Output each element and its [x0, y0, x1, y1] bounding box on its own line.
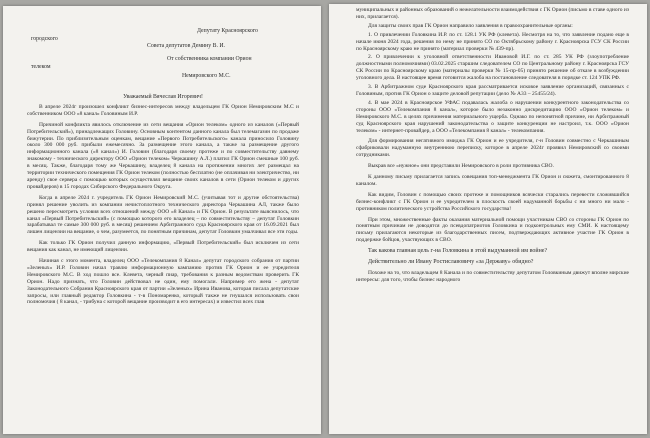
right-paragraph: Для формирования негативного имиджа ГК Орион и ее учредителя, г-н Головин совместно с Черкашиным сфабриковали надуманную внутреннюю переписку, которое в апреле 2024г проявил Немировский со своими сотрудниками.	[356, 138, 629, 159]
header-line4-left: телеком	[31, 64, 51, 70]
right-paragraph: К данному письму прилагается запись совещания топ-менеджмента ГК Орион и сюжета, смонтированного 8 каналом.	[356, 174, 629, 187]
header-line1-right: Депутату Красноярского	[197, 28, 258, 34]
right-question: Так какова главная цель г-на Головкина в этой выдуманной им войне?	[368, 248, 548, 255]
right-paragraph: муниципальных и районных образований о нежелательности взаимодействия с ГК Орион (письмо в ставе одного из них, прилагается).	[356, 7, 629, 20]
salutation: Уважаемый Вячеслав Игоревич!	[123, 94, 203, 100]
right-list-item: 4. В мае 2024 в Красноярское УФАС подавалась жалоба о нарушении конкурентного законодательства со стороны ООО «Телекомпания 8 канал», которое было незаконно дискредитацию ООО «Орион телеком» и Немировского М.С. в целях причинения материального ущерба. Однако по непонятной причине, ни Арбитражный суд Красноярского края нарушений законодательства о защите конкуренции не настроил, т.к. ООО «Орион телеком» - интернет-провайдер, а ООО «Телекомпания 8 канал» - телекомпания.	[356, 99, 629, 134]
header-line3: От собственника компании Орион	[167, 56, 252, 62]
left-paragraph: Причиной конфликта явилось отключение из сети вещания «Орион телеком» одного из каналов («Первый Потребительский»), принадлежащих Головину. Основным контентом данного канала был телемагазин по продаже бижутерии. По приблизительным оценкам, вещание «Первого Потребительского» канала приносило Головину около 300 000 руб. прибыли ежемесячно. За размещение этого канала, а также за размещение другого информационного канала («8 канал») И. Головин (благодаря своему протеже и по совместительству давнему знакомому - технического директору ООО «Орион телеком» Черкашину А.Л.) платил ГК Орион смешные 100 руб. в месяц. Также, благодаря тому же Черкашину, владелец 8 канала на протяжении многих лет размещал на территории технического помещения ГК Орион телеком (полностью бесплатно (не оплачивая ни электричество, ни аренду) свое сервера с помощью которых осуществлял вещание своих каналов в сети (Орион телеком и других провайдеров) в 15 городах Сибирского Федерального Округа.	[27, 121, 299, 190]
right-list-item: 3. В Арбитражном суде Красноярского края рассматривается исковое заявление организаций, связанных с Головиным, против ГК Орион о защите деловой репутации (дело № А33 – 25455/24).	[356, 84, 629, 97]
right-paragraph: Выкрав все «нужное» они представили Немировского в роли противника СВО.	[368, 163, 554, 170]
document-page-left	[3, 6, 321, 434]
page-right-content	[356, 7, 629, 284]
header-line2: Совета депутатов Демину В. И.	[147, 43, 225, 49]
right-paragraph: Для защиты своих прав ГК Орион направило заявления в правоохранительные органы:	[368, 22, 573, 29]
left-paragraph: Как только ГК Орион получил данную информацию, «Первый Потребительский» был исключен из сети вещания как канал, не имеющий лицензии.	[27, 240, 299, 254]
right-paragraph: Похоже на то, что владельцем 8 Канала и по совместительству депутатом Головкиным движут вполне мирские интересы: для того, чтобы бизнес народного	[356, 270, 629, 283]
right-paragraph: Как видим, Головин с помощью своих протеже и помощников всячески старались перевести сложившийся бизнес-конфликт с ГК Орион и ее учредителем в плоскость своей надуманной борьбы с ни много ни мало - противником политического устройства Российского государства!	[356, 191, 629, 212]
right-list-item: 2. О привлечении к уголовной ответственности Ивановой И.Г. по ст. 285 УК РФ (злоупотребление должностными полномочиями) 03.02.2025 старшим следователем СО по Центральному району г. Красноярска ГСУ СК России по Красноярскому краю (материалы проверки № 15-пр-05) принято решение об отказе в возбуждении уголовного дела. В настоящее время готовится жалоба на постановление следователя в порядке ст. 124 УПК РФ.	[356, 54, 629, 82]
letter-header	[27, 6, 299, 94]
left-paragraph: Начиная с этого момента, владелец ООО «Телекомпания 8 Канал» депутат городского собрания от партии «Зеленых» И.Р. Головин начал травлю информационную кампанию против ГК Орион и ее учредителя Немировского М.С. В ход пошло все. Клевета, черный пиар, требования к разным ведомствам проверить ГК Орион. Надо признать, что Головин действовал не один, ему помогали. Например его жена - депутат Законодательного Собрания Красноярского края от партии «Зеленых» Ирина Иванова, которая писала депутатские запросы, или главный редактор Головкина - т-в Пономаренко, который также не гнушался использовать свои полномочия ( 8 канал, - трибуна с которой вещание производит в его интересах) и известил всех глав	[27, 258, 299, 306]
header-line1-left: городского	[31, 36, 58, 42]
right-paragraph: При этом, множественные факты оказания материальной помощи участникам СВО со стороны ГК Орион по понятным причинам не доводятся до псевдопатриотов Головкина и подконтрольных ему СМИ. К настоящему письму прилагаются некоторые из благодарственных писем, подтверждающих активное участие ГК Орион в поддержке бойцов, участвующих в СВО.	[356, 216, 629, 244]
right-list-item: 1. О привлечении Головкина И.Р. по ст. 128.1 УК РФ (клевета). Несмотря на то, что заявление подано еще в начале июня 2024 года, решения по нему не принято СО по Октябрьскому району г. Красноярска ГСУ СК России по Красноярскому краю не принято (материал проверки № 439-пр).	[356, 31, 629, 52]
left-paragraph: В апреле 2024г произошел конфликт бизнес-интересов между владельцем ГК Орион Немировским М.С и собственником ООО «8 канал» Головиным И.Р.	[27, 103, 299, 117]
header-line5: Немировского М.С.	[182, 73, 231, 79]
page-left-content	[27, 6, 299, 306]
left-paragraph: Когда в апреле 2024 г. учредитель ГК Орион Немировский М.С. (учитывая тот и другие обстоятельства) принял решение уволить из компании нечистоплотного технического директора Черкашина АЛ, также было решено пересмотреть условия всех отношений между ООО «8 Канал» и ГК Орион. В результате выяснилось, что канал «Первый Потребительский» (с помощью которого его владелец – по совместительству – депутат Головкин зарабатывал те самые 300 000 руб. в месяц) решением Арбитражного суда Красноярского края от 16.09.2021 был лишен лицензии на вещание, о чем, разумеется, по понятным причинам, депутат Головкин умалчивал все эти годы.	[27, 194, 299, 236]
right-question: Действительно ли Ивану Ростиславовичу «за Державу» обидно?	[368, 259, 534, 266]
document-page-right	[329, 4, 647, 434]
